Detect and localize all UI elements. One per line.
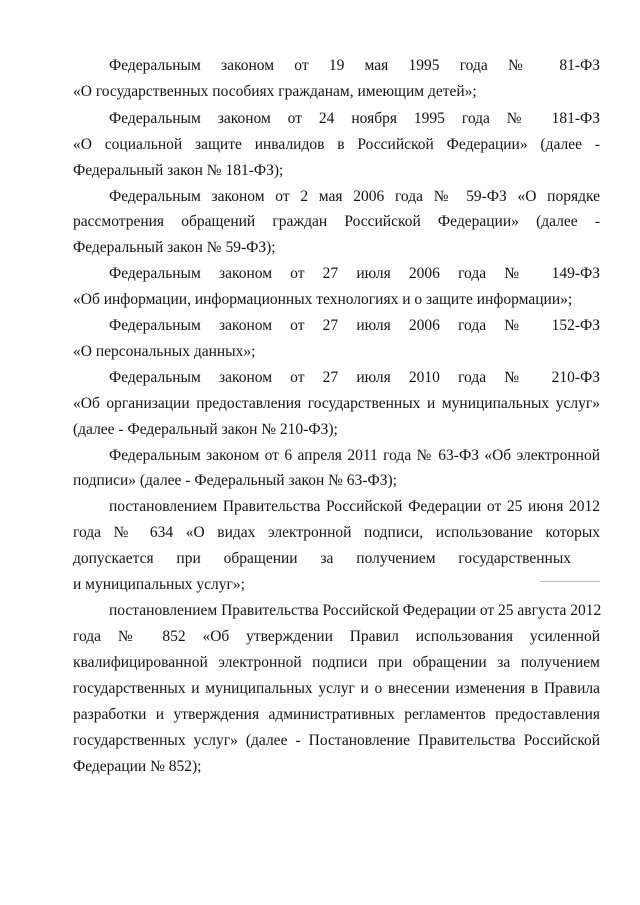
text-line: Федеральный закон № 181-ФЗ); bbox=[73, 162, 284, 179]
text-line: «О государственных пособиях гражданам, имеющим детей»; bbox=[73, 83, 477, 100]
text-line: рассмотрения обращений граждан Российской Федерации» (далее - bbox=[73, 213, 600, 230]
text-line: «О социальной защите инвалидов в Российской Федерации» (далее - bbox=[73, 136, 600, 153]
scan-artifact-line bbox=[540, 581, 600, 582]
text-line: постановлением Правительства Российской Федерации от 25 июня 2012 bbox=[109, 498, 600, 515]
text-line: года № 634 «О видах электронной подписи, использование которых bbox=[73, 524, 600, 541]
text-line: «Об информации, информационных технологиях и о защите информации»; bbox=[73, 291, 573, 308]
text-line: Федеральным законом от 2 мая 2006 года № 59-ФЗ «О порядке bbox=[109, 188, 600, 205]
text-line: «О персональных данных»; bbox=[73, 343, 256, 360]
text-line: (далее - Федеральный закон № 210-ФЗ); bbox=[73, 421, 338, 438]
text-line: Федеральным законом от 27 июля 2006 года № 152-ФЗ bbox=[109, 317, 600, 334]
text-line: Федеральным законом от 24 ноября 1995 года № 181-ФЗ bbox=[109, 110, 600, 127]
text-line: Федеральным законом от 27 июля 2006 года № 149-ФЗ bbox=[109, 265, 600, 282]
text-line: «Об организации предоставления государственных и муниципальных услуг» bbox=[73, 395, 600, 412]
text-line: Федеральным законом от 6 апреля 2011 года № 63-ФЗ «Об электронной bbox=[109, 447, 600, 464]
text-line: государственных услуг» (далее - Постановление Правительства Российской bbox=[73, 732, 600, 749]
text-line: допускается при обращении за получением государственных bbox=[73, 550, 571, 567]
text-line: постановлением Правительства Российской Федерации от 25 августа 2012 bbox=[109, 602, 602, 619]
text-line: года № 852 «Об утверждении Правил использования усиленной bbox=[73, 628, 600, 645]
text-line: разработки и утверждения административных регламентов предоставления bbox=[73, 706, 600, 723]
text-line: Федеральный закон № 59-ФЗ); bbox=[73, 239, 276, 256]
text-line: и муниципальных услуг»; bbox=[73, 576, 245, 593]
text-line: Федеральным законом от 19 мая 1995 года № 81-ФЗ bbox=[109, 57, 600, 74]
text-line: государственных и муниципальных услуг и о внесении изменения в Правила bbox=[73, 680, 600, 697]
text-line: подписи» (далее - Федеральный закон № 63-ФЗ); bbox=[73, 472, 397, 489]
text-line: квалифицированной электронной подписи при обращении за получением bbox=[73, 654, 600, 671]
text-line: Федерации № 852); bbox=[73, 758, 202, 775]
text-line: Федеральным законом от 27 июля 2010 года № 210-ФЗ bbox=[109, 369, 600, 386]
